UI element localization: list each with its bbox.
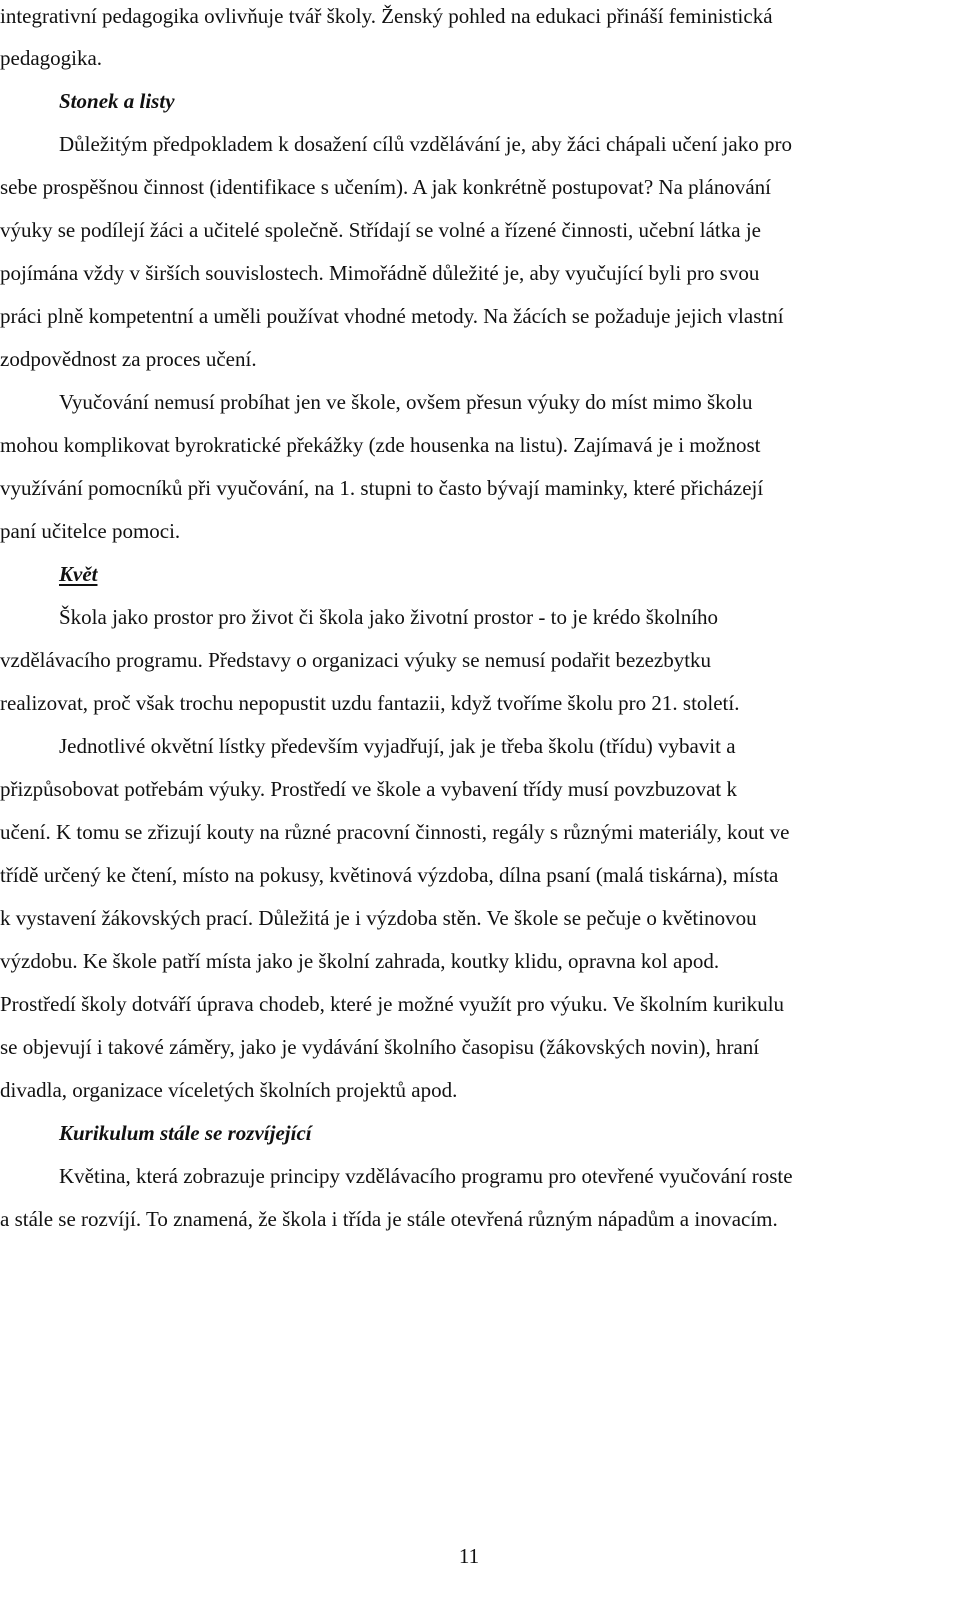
section-heading-stonek: Stonek a listy <box>59 89 175 113</box>
text-line: a stále se rozvíjí. To znamená, že škola i třída je stále otevřená různým nápadům a inovacím. <box>0 1207 778 1231</box>
text-line: Vyučování nemusí probíhat jen ve škole, ovšem přesun výuky do míst mimo školu <box>59 390 753 414</box>
text-line: Květina, která zobrazuje principy vzdělávacího programu pro otevřené vyučování roste <box>59 1164 793 1188</box>
text-line: se objevují i takové záměry, jako je vydávání školního časopisu (žákovských novin), hraní <box>0 1035 760 1059</box>
text-line: výuky se podílejí žáci a učitelé společně. Střídají se volné a řízené činnosti, učební látka je <box>0 218 761 242</box>
text-line: Škola jako prostor pro život či škola jako životní prostor - to je krédo školního <box>59 605 719 629</box>
text-line: pedagogika. <box>0 46 103 70</box>
text-line: divadla, organizace víceletých školních projektů apod. <box>0 1078 458 1102</box>
text-line: realizovat, proč však trochu nepopustit uzdu fantazii, když tvoříme školu pro 21. století. <box>0 691 740 715</box>
text-line: mohou komplikovat byrokratické překážky (zde housenka na listu). Zajímavá je i možnost <box>0 433 761 457</box>
section-heading-kurikulum: Kurikulum stále se rozvíjející <box>59 1121 312 1145</box>
text-line: využívání pomocníků při vyučování, na 1. stupni to často bývají maminky, které přicházejí <box>0 476 764 500</box>
text-line: vzdělávacího programu. Představy o organizaci výuky se nemusí podařit bezezbytku <box>0 648 712 672</box>
text-line: výzdobu. Ke škole patří místa jako je školní zahrada, koutky klidu, opravna kol apod. <box>0 949 720 973</box>
text-line: Jednotlivé okvětní lístky především vyjadřují, jak je třeba školu (třídu) vybavit a <box>59 734 736 758</box>
section-heading-kvet: Květ <box>59 562 98 586</box>
text-line: Důležitým předpokladem k dosažení cílů vzdělávání je, aby žáci chápali učení jako pro <box>59 132 792 156</box>
text-line: sebe prospěšnou činnost (identifikace s učením). A jak konkrétně postupovat? Na plánování <box>0 175 771 199</box>
page-number: 11 <box>458 1544 480 1568</box>
text-line: učení. K tomu se zřizují kouty na různé pracovní činnosti, regály s různými materiály, kout ve <box>0 820 790 844</box>
text-line: pojímána vždy v širších souvislostech. Mimořádně důležité je, aby vyučující byli pro svou <box>0 261 760 285</box>
text-line: integrativní pedagogika ovlivňuje tvář školy. Ženský pohled na edukaci přináší feministická <box>0 4 773 28</box>
text-line: třídě určený ke čtení, místo na pokusy, květinová výzdoba, dílna psaní (malá tiskárna), místa <box>0 863 779 887</box>
text-line: přizpůsobovat potřebám výuky. Prostředí ve škole a vybavení třídy musí povzbuzovat k <box>0 777 737 801</box>
text-line: Prostředí školy dotváří úprava chodeb, které je možné využít pro výuku. Ve školním kurikulu <box>0 992 785 1016</box>
text-line: paní učitelce pomoci. <box>0 519 181 543</box>
text-line: k vystavení žákovských prací. Důležitá je i výzdoba stěn. Ve škole se pečuje o květinovou <box>0 906 757 930</box>
text-line: zodpovědnost za proces učení. <box>0 347 257 371</box>
text-line: práci plně kompetentní a uměli používat vhodné metody. Na žácích se požaduje jejich vlastní <box>0 304 784 328</box>
